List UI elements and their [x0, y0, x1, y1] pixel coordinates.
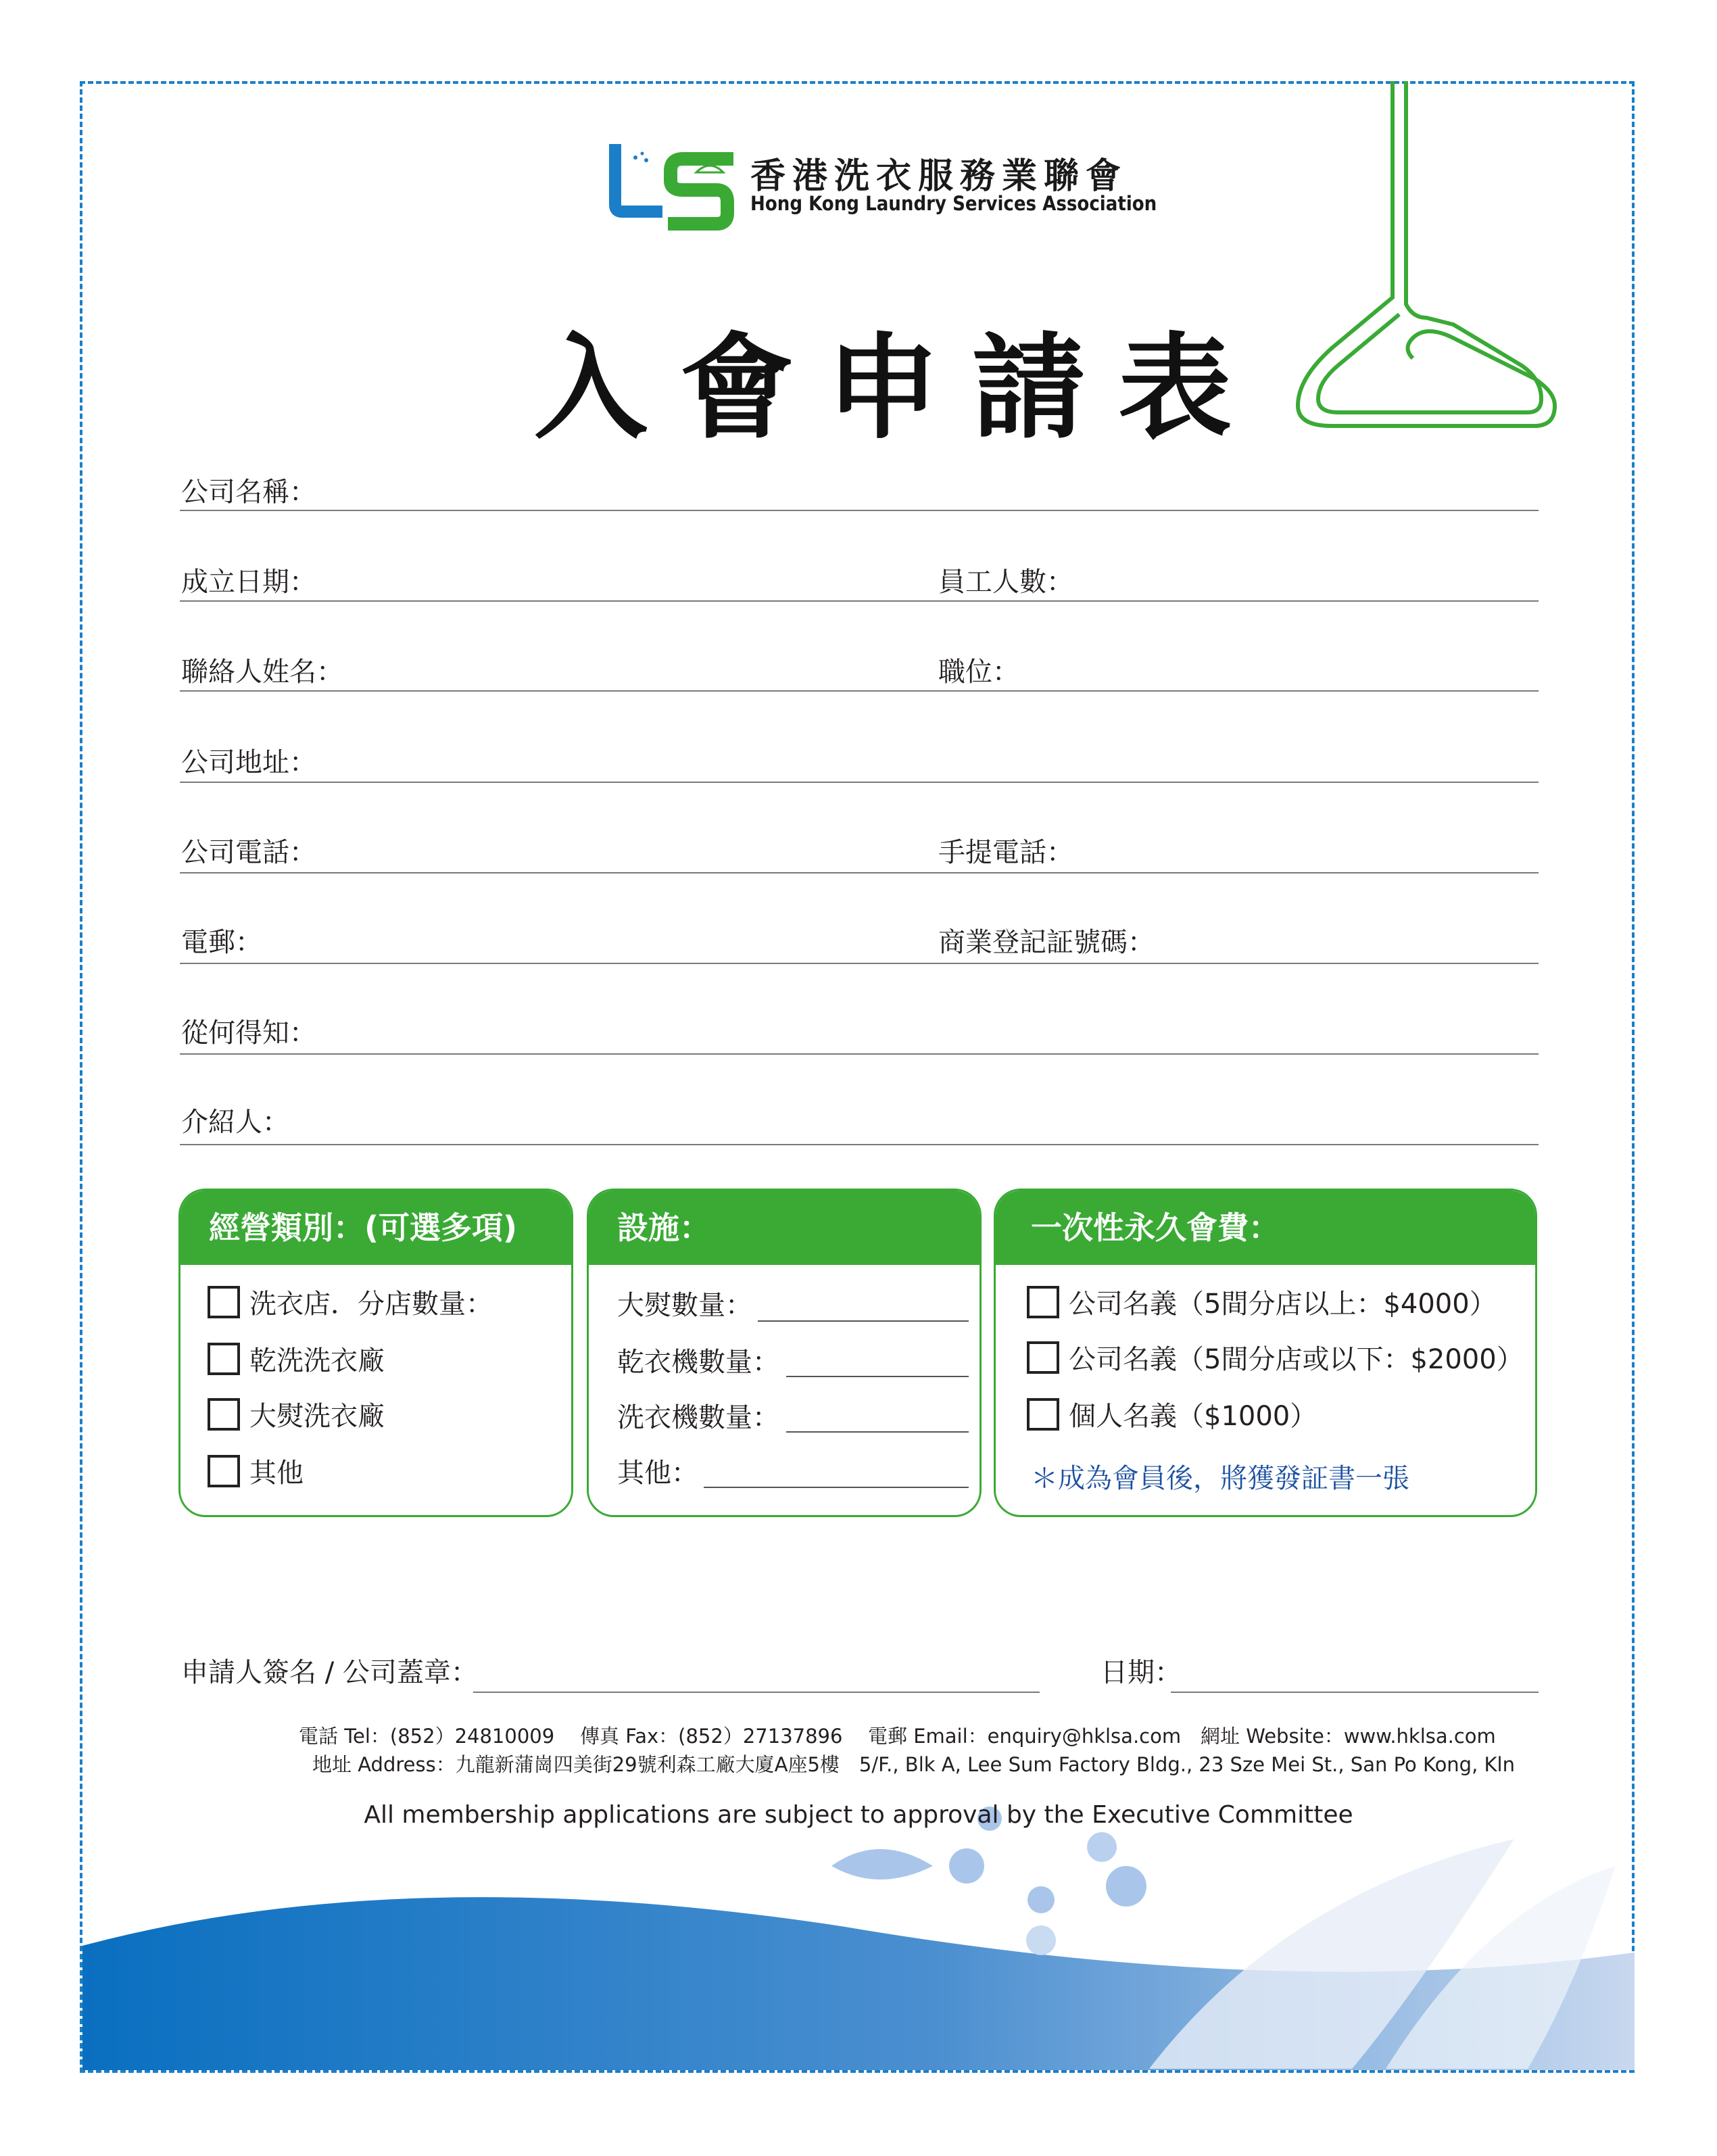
business-type-item[interactable]: 洗衣店．分店數量： — [208, 1283, 493, 1321]
business-type-item[interactable]: 大熨洗衣廠 — [208, 1395, 385, 1433]
association-logo — [608, 139, 744, 233]
position-label: 職位： — [938, 656, 1019, 688]
email-line[interactable] — [180, 963, 1539, 964]
business-type-heading: 經營類別：(可選多項) — [180, 1191, 571, 1265]
page-title: 入會申請表 — [534, 322, 1264, 454]
company-name-line[interactable] — [180, 510, 1539, 511]
contact-name-label: 聯絡人姓名： — [181, 656, 343, 688]
org-name-cn: 香港洗衣服務業聯會 — [750, 156, 1128, 197]
mobile-label: 手提電話： — [938, 837, 1073, 868]
company-name-label: 公司名稱： — [181, 477, 316, 508]
facility-line[interactable] — [786, 1376, 969, 1377]
facility-item: 大熨數量： — [617, 1290, 752, 1321]
footer-tel: 電話 Tel：(852）24810009 — [299, 1725, 555, 1748]
certificate-note: ＊成為會員後，將獲發証書一張 — [1031, 1463, 1409, 1494]
facilities-heading: 設施： — [589, 1191, 980, 1265]
approval-notice: All membership applications are subject to approval by the Executive Committee — [364, 1801, 1353, 1829]
business-type-item[interactable]: 乾洗洗衣廠 — [208, 1339, 385, 1378]
br-number-label: 商業登記証號碼： — [938, 927, 1155, 958]
referrer-line[interactable] — [180, 1144, 1539, 1145]
wave-decoration — [0, 1785, 1717, 2156]
company-phone-line[interactable] — [180, 872, 1539, 873]
checkbox[interactable] — [208, 1455, 240, 1487]
facility-line[interactable] — [786, 1431, 969, 1433]
signature-date-label: 日期： — [1101, 1657, 1182, 1688]
company-address-label: 公司地址： — [181, 747, 316, 778]
facility-item: 乾衣機數量： — [617, 1347, 779, 1378]
applicant-signature-label: 申請人簽名 / 公司蓋章： — [181, 1657, 478, 1688]
employees-label: 員工人數： — [938, 567, 1073, 598]
fee-option[interactable]: 個人名義（$1000） — [1027, 1395, 1317, 1433]
checkbox[interactable] — [1027, 1398, 1059, 1431]
footer-website: 網址 Website：www.hklsa.com — [1201, 1725, 1496, 1748]
signature-line[interactable] — [473, 1692, 1040, 1693]
business-type-item[interactable]: 其他 — [208, 1452, 304, 1490]
source-line[interactable] — [180, 1053, 1539, 1055]
checkbox[interactable] — [208, 1398, 240, 1431]
facility-item: 洗衣機數量： — [617, 1402, 779, 1433]
email-label: 電郵： — [181, 927, 262, 958]
footer-address: 地址 Address：九龍新蒲崗四美街29號利森工廠大廈A座5樓 5/F., Blk A, Lee Sum Factory Bldg., 23 Sze Mei St., San Po Kong, Kln — [312, 1753, 1515, 1776]
footer-email: 電郵 Email：enquiry@hklsa.com — [868, 1725, 1182, 1748]
referrer-label: 介紹人： — [181, 1107, 289, 1138]
facility-item: 其他： — [617, 1458, 698, 1489]
checkbox[interactable] — [208, 1286, 240, 1318]
hanger-illustration — [1251, 81, 1568, 439]
contact-name-line[interactable] — [180, 690, 1539, 692]
company-address-line[interactable] — [180, 782, 1539, 783]
footer-fax: 傳真 Fax：(852）27137896 — [580, 1725, 843, 1748]
membership-fee-heading: 一次性永久會費： — [996, 1191, 1535, 1265]
fee-option[interactable]: 公司名義（5間分店以上：$4000） — [1027, 1283, 1497, 1321]
facility-line[interactable] — [704, 1487, 969, 1488]
founded-date-label: 成立日期： — [181, 567, 316, 598]
facilities-box — [587, 1189, 982, 1517]
fee-option[interactable]: 公司名義（5間分店或以下：$2000） — [1027, 1338, 1524, 1376]
facility-line[interactable] — [758, 1320, 969, 1322]
founded-date-line[interactable] — [180, 600, 1539, 602]
company-phone-label: 公司電話： — [181, 837, 316, 868]
org-name-en: Hong Kong Laundry Services Association — [750, 192, 1157, 215]
source-label: 從何得知： — [181, 1017, 316, 1049]
membership-fee-box — [994, 1189, 1537, 1517]
business-type-box — [178, 1189, 573, 1517]
checkbox[interactable] — [1027, 1341, 1059, 1374]
checkbox[interactable] — [1027, 1286, 1059, 1318]
checkbox[interactable] — [208, 1343, 240, 1375]
signature-date-line[interactable] — [1171, 1692, 1539, 1693]
